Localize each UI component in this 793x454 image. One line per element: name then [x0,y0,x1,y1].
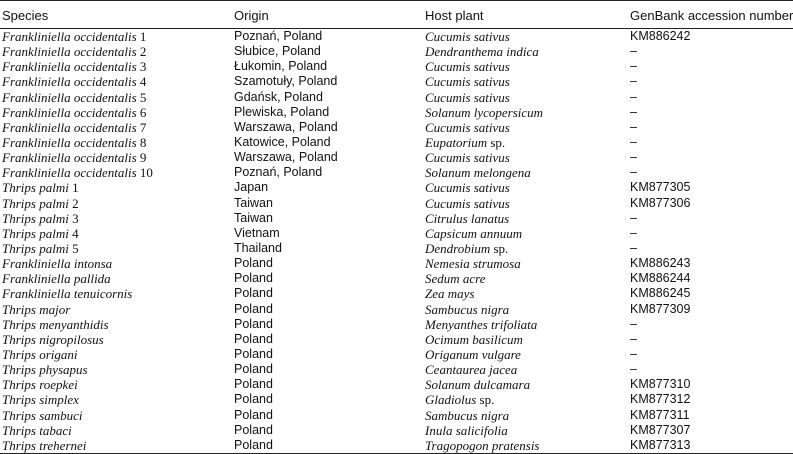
origin-cell: Szamotuły, Poland [234,74,338,89]
genbank-accession-cell: KM886245 [630,286,691,301]
species-name: Thrips trehernei [2,437,87,453]
species-name: Thrips menyanthidis [2,316,109,332]
species-name: Thrips sambuci [2,407,83,423]
species-cell [0,347,234,362]
table-row [0,362,793,377]
species-cell [0,271,234,286]
genbank-accession-cell: KM877311 [630,407,690,422]
table-row [0,196,793,211]
species-cell [0,135,234,150]
genbank-accession-cell: – [630,210,637,225]
species-name: Frankliniella intonsa [2,256,113,272]
origin-cell: Poland [234,377,273,392]
genbank-accession-cell: KM877313 [630,437,691,452]
host-plant-name: Tragopogon pratensis [425,437,540,453]
genbank-accession-cell: – [630,59,637,74]
header-row [0,1,793,29]
table-row [0,271,793,286]
host-plant-name: Sambucus nigra [425,301,510,317]
genbank-accession-cell: – [630,241,637,256]
species-name: Frankliniella occidentalis [2,135,137,151]
host-plant-name: Cucumis sativus [425,59,510,75]
species-cell [0,165,234,180]
species-cell [0,90,234,105]
host-plant-cell [425,317,630,332]
host-plant-name: Cucumis sativus [425,195,510,211]
species-name: Frankliniella occidentalis [2,89,137,105]
table-row [0,59,793,74]
col-header-origin: Origin [234,8,269,23]
origin-cell: Japan [234,180,269,195]
table-row [0,211,793,226]
host-plant-cell [425,256,630,271]
host-plant-name: Dendranthema indica [425,44,539,60]
host-plant-cell [425,302,630,317]
host-plant-name: Cucumis sativus [425,119,510,135]
host-plant-cell [425,362,630,377]
origin-cell: Poland [234,392,273,407]
species-name: Frankliniella occidentalis [2,74,137,90]
table-body [0,29,793,454]
host-plant-cell [425,438,630,454]
species-cell [0,105,234,120]
species-name: Thrips palmi [2,241,69,257]
origin-cell: Poznań, Poland [234,165,323,180]
table-row [0,256,793,271]
genbank-accession-cell: – [630,104,637,119]
origin-cell: Warszawa, Poland [234,150,338,165]
host-plant-suffix: sp. [487,135,506,151]
host-plant-name: Ocimum basilicum [425,331,523,347]
host-plant-cell [425,286,630,301]
species-name: Thrips physapus [2,362,88,378]
species-name: Frankliniella occidentalis [2,44,137,60]
table-row [0,332,793,347]
genbank-accession-cell: – [630,135,637,150]
host-plant-name: Ceantaurea jacea [425,362,518,378]
species-cell [0,332,234,347]
table-row [0,165,793,180]
species-name: Thrips palmi [2,180,69,196]
table-row [0,423,793,438]
origin-cell: Łukomin, Poland [234,59,328,74]
host-plant-name: Solanum dulcamara [425,377,531,393]
species-cell [0,211,234,226]
host-plant-cell [425,90,630,105]
species-cell [0,438,234,454]
species-cell [0,120,234,135]
table-row [0,347,793,362]
genbank-accession-cell: KM886244 [630,271,691,286]
species-sample-number: 6 [139,104,147,120]
species-name: Thrips palmi [2,195,69,211]
species-name: Thrips tabaci [2,422,72,438]
genbank-accession-cell: – [630,347,637,362]
host-plant-cell [425,211,630,226]
species-cell [0,29,234,45]
table-row [0,180,793,195]
host-plant-cell [425,332,630,347]
genbank-accession-cell: KM877305 [630,180,691,195]
species-name: Frankliniella pallida [2,271,111,287]
host-plant-cell [425,74,630,89]
species-cell [0,150,234,165]
species-sample-number: 3 [72,210,79,226]
origin-cell: Vietnam [234,225,280,240]
origin-cell: Poland [234,347,273,362]
species-cell [0,317,234,332]
table-row [0,29,793,45]
host-plant-cell [425,271,630,286]
species-sample-number: 1 [72,180,79,196]
genbank-accession-cell: – [630,362,637,377]
host-plant-name: Sambucus nigra [425,407,510,423]
host-plant-name: Citrulus lanatus [425,210,510,226]
genbank-accession-cell: KM877307 [630,422,691,437]
species-name: Thrips nigropilosus [2,331,104,347]
species-cell [0,392,234,407]
host-plant-cell [425,423,630,438]
host-plant-cell [425,59,630,74]
species-cell [0,302,234,317]
origin-cell: Thailand [234,241,282,256]
table-row [0,105,793,120]
species-sample-number: 2 [139,44,147,60]
species-cell [0,286,234,301]
host-plant-name: Nemesia strumosa [425,256,521,272]
genbank-accession-cell: – [630,74,637,89]
origin-cell: Poland [234,331,273,346]
host-plant-name: Dendrobium [425,241,491,257]
genbank-accession-cell: KM886242 [630,29,691,44]
host-plant-cell [425,135,630,150]
host-plant-name: Eupatorium [425,135,488,151]
species-sample-number: 9 [139,150,147,166]
host-plant-suffix: sp. [490,241,509,257]
origin-cell: Poland [234,316,273,331]
species-name: Thrips palmi [2,225,69,241]
host-plant-name: Cucumis sativus [425,74,510,90]
species-sample-number: 4 [139,74,147,90]
species-sample-number: 2 [72,195,79,211]
species-name: Frankliniella occidentalis [2,165,137,181]
genbank-accession-cell: – [630,150,637,165]
host-plant-cell [425,377,630,392]
table-row [0,74,793,89]
host-plant-name: Solanum lycopersicum [425,104,544,120]
origin-cell: Poland [234,301,273,316]
species-sample-number: 1 [139,29,147,45]
table-row [0,90,793,105]
table-row [0,302,793,317]
col-header-species: Species [2,8,49,23]
origin-cell: Słubice, Poland [234,44,321,59]
species-cell [0,423,234,438]
origin-cell: Taiwan [234,210,273,225]
host-plant-name: Cucumis sativus [425,150,510,166]
origin-cell: Poland [234,437,273,452]
host-plant-name: Menyanthes trifoliata [425,316,538,332]
origin-cell: Poland [234,256,273,271]
table-row [0,438,793,454]
host-plant-suffix: sp. [476,392,495,408]
host-plant-name: Zea mays [425,286,475,302]
species-cell [0,226,234,241]
origin-cell: Poland [234,271,273,286]
species-cell [0,241,234,256]
species-cell [0,180,234,195]
table-row [0,377,793,392]
genbank-accession-cell: – [630,316,637,331]
genbank-accession-cell: – [630,44,637,59]
table-row [0,317,793,332]
genbank-accession-cell: – [630,119,637,134]
host-plant-name: Sedum acre [425,271,486,287]
genbank-accession-cell: KM877309 [630,301,691,316]
table-row [0,226,793,241]
table-row [0,150,793,165]
table-row [0,241,793,256]
host-plant-name: Gladiolus [425,392,477,408]
col-header-genbank-accession: GenBank accession number [630,8,793,23]
host-plant-cell [425,180,630,195]
host-plant-cell [425,120,630,135]
host-plant-cell [425,196,630,211]
origin-cell: Poznań, Poland [234,29,323,44]
species-cell [0,408,234,423]
species-sample-number: 3 [139,59,147,75]
species-name: Thrips simplex [2,392,79,408]
col-header-host-plant: Host plant [425,8,484,23]
origin-cell: Poland [234,286,273,301]
species-name: Frankliniella occidentalis [2,29,137,45]
host-plant-cell [425,165,630,180]
genbank-accession-cell: KM877312 [630,392,691,407]
species-sample-number: 7 [139,119,147,135]
host-plant-cell [425,241,630,256]
species-cell [0,74,234,89]
species-sample-number: 5 [139,89,147,105]
host-plant-name: Cucumis sativus [425,180,510,196]
table-row [0,286,793,301]
species-sample-number: 8 [139,135,147,151]
origin-cell: Taiwan [234,195,273,210]
host-plant-cell [425,105,630,120]
genbank-accession-cell: – [630,225,637,240]
species-name: Frankliniella occidentalis [2,59,137,75]
genbank-accession-cell: – [630,331,637,346]
origin-cell: Plewiska, Poland [234,104,330,119]
table-row [0,408,793,423]
table-row [0,120,793,135]
species-name: Frankliniella occidentalis [2,150,137,166]
genbank-accession-cell: KM886243 [630,256,691,271]
genbank-accession-cell: KM877306 [630,195,691,210]
host-plant-name: Capsicum annuum [425,225,523,241]
table-row [0,392,793,407]
host-plant-name: Solanum melongena [425,165,531,181]
genbank-accession-cell: – [630,89,637,104]
species-name: Frankliniella tenuicornis [2,286,133,302]
species-cell [0,59,234,74]
host-plant-cell [425,408,630,423]
host-plant-name: Cucumis sativus [425,89,510,105]
host-plant-name: Cucumis sativus [425,29,510,45]
origin-cell: Poland [234,407,273,422]
origin-cell: Katowice, Poland [234,135,331,150]
table-row [0,135,793,150]
origin-cell: Poland [234,362,273,377]
host-plant-name: Origanum vulgare [425,347,521,363]
host-plant-cell [425,347,630,362]
host-plant-cell [425,392,630,407]
origin-cell: Poland [234,422,273,437]
table-row [0,44,793,59]
host-plant-cell [425,226,630,241]
genbank-accession-cell: – [630,165,637,180]
genbank-accession-cell: KM877310 [630,377,691,392]
species-name: Frankliniella occidentalis [2,104,137,120]
species-sample-number: 5 [72,241,79,257]
species-name: Thrips origani [2,347,78,363]
species-cell [0,196,234,211]
origin-cell: Warszawa, Poland [234,119,338,134]
host-plant-name: Inula salicifolia [425,422,508,438]
host-plant-cell [425,44,630,59]
origin-cell: Gdańsk, Poland [234,89,323,104]
species-name: Thrips palmi [2,210,69,226]
species-name: Frankliniella occidentalis [2,119,137,135]
host-plant-cell [425,29,630,45]
species-cell [0,377,234,392]
species-sample-number: 10 [139,165,153,181]
species-sample-number: 4 [72,225,79,241]
host-plant-cell [425,150,630,165]
species-name: Thrips roepkei [2,377,78,393]
species-cell [0,256,234,271]
species-cell [0,362,234,377]
species-name: Thrips major [2,301,71,317]
species-cell [0,44,234,59]
